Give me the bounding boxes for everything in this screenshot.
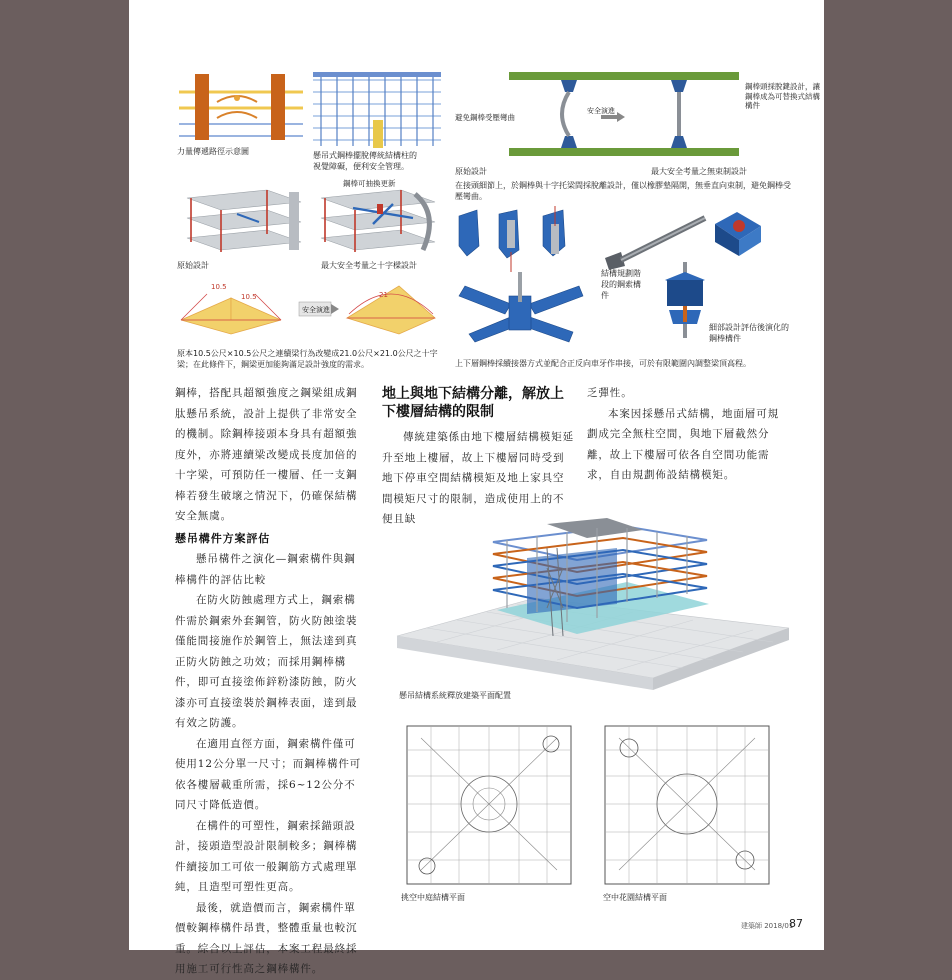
force-path-diagram [177, 72, 305, 142]
label-rod-joint-note: 鋼棒頭採脫鍵設計，讓鋼棒成為可替換式結構構件 [745, 82, 820, 110]
original-design-3d [177, 184, 305, 256]
label-21: 21 [379, 291, 388, 299]
label-safety-demo-2: 安全演進 [587, 107, 615, 115]
col1-para4: 在適用直徑方面，鋼索構件僅可使用12公分單一尺寸；而鋼棒構件可依各樓層載重所需，採6~12公分不同尺寸降低造價。 [175, 737, 362, 811]
col1-para5: 在構件的可塑性，鋼索採錨頭設計，接頭造型設計限制較多；鋼棒構件續接加工可依一般鋼筋方式處理單純，且造型可塑性更高。 [175, 819, 358, 893]
cable-anchor-3d [709, 204, 767, 260]
col2-heading: 地上與地下結構分離，解放上下樓層結構的限制 [382, 386, 564, 420]
steel-rod-member-3d [655, 262, 715, 338]
column-1 [175, 383, 365, 980]
caption-force-path: 力量傳遞路徑示意圖 [177, 147, 249, 156]
caption-original-design-2: 原始設計 [455, 167, 487, 176]
label-10-5-a: 10.5 [211, 283, 227, 291]
col3-para2: 本案因採懸吊式結構，地面層可規劃成完全無柱空間，與地下層截然分離，故上下樓層可依各自空間功能需求，自由規劃佈設結構模矩。 [587, 407, 779, 481]
caption-detail-members: 細部設計評估後演化的鋼棒構件 [709, 323, 789, 343]
label-10-5-b: 10.5 [241, 293, 257, 301]
col1-para2: 懸吊構件之演化—鋼索構件與鋼棒構件的評估比較 [175, 553, 356, 586]
col1-para3: 在防火防蝕處理方式上，鋼索構件需於鋼索外套鋼管，防火防蝕塗裝僅能間接施作於鋼管上，無法達到真正防火防蝕之功效；而採用鋼棒構件，即可直接塗佈鋅粉漆防蝕，防火漆亦可直接塗裝於鋼棒表面，達到最有效之防護。 [175, 594, 358, 729]
page-number: 87 [789, 917, 803, 930]
cross-beam-3d [313, 184, 443, 256]
caption-floor-connect: 上下層鋼棒採續接器方式並配合正反向車牙作串接，可於有限範圍內調整梁頂高程。 [455, 359, 751, 368]
caption-atrium-plan: 挑空中庭結構平面 [401, 893, 465, 902]
caption-no-constraint: 最大安全考量之無束制設計 [651, 167, 747, 176]
hanging-structure-3d [397, 518, 789, 690]
label-safety-demo-1: 安全演進 [302, 306, 330, 314]
label-steel-bend-avoid: 避免鋼棒受壓彎曲 [455, 113, 515, 122]
caption-garden-plan: 空中花園結構平面 [603, 893, 667, 902]
col1-para1: 鋼棒，搭配具超額強度之鋼梁組成鋼肽懸吊系統，設計上提供了非常安全的機制。除鋼棒接頭本身具有超額強度外，亦將連續梁改變成長度加倍的十字梁，可預防任一樓層、任一支鋼棒若發生破壞之情況下，仍確保結構安全無虞。 [175, 387, 358, 522]
caption-joint-desc: 在接頭細節上，於鋼棒與十字托梁間採脫離設計，僅以橡膠墊隔開，無垂直向束制，避免鋼棒受壓彎曲。 [455, 181, 791, 201]
caption-original-design: 原始設計 [177, 261, 209, 270]
caption-hanging-steel: 懸吊式鋼棒擺脫傳統結構柱的視覺障礙，便利安全管理。 [313, 151, 417, 171]
hanging-steel-elevation [313, 70, 441, 148]
magazine-folio: 建築師 2018/01 [741, 922, 794, 930]
col2-para1: 傳統建築係由地下樓層結構模矩延升至地上樓層，故上下樓層同時受到地下停車空間結構模矩及地上家具空間模矩尺寸的限制，造成使用上的不便且缺 [382, 431, 574, 525]
column-3 [587, 383, 781, 486]
joint-detail-images [455, 206, 579, 276]
garden-structure-plan [599, 720, 777, 890]
col1-para6: 最後，就造價而言，鋼索構件單價較鋼棒構件昂貴，整體重量也較沉重。綜合以上評估，本案工程最終採用施工可行性高之鋼棒構件。 [175, 901, 358, 975]
atrium-structure-plan [401, 720, 579, 890]
col1-heading: 懸吊構件方案評估 [175, 531, 271, 545]
col3-para1: 乏彈性。 [587, 387, 633, 399]
no-constraint-joint-diagram [619, 66, 739, 162]
cross-joint-3d [455, 270, 585, 346]
label-steel-rod-replace: 鋼棒可抽換更新 [343, 179, 396, 188]
caption-hanging-layout: 懸吊結構系統釋放建築平面配置 [399, 691, 511, 700]
magazine-page [129, 0, 824, 975]
caption-span-note: 原本10.5公尺×10.5公尺之連續梁行為改變成21.0公尺×21.0公尺之十字梁；在此條件下，鋼梁更加能夠滿足設計強度的需求。 [177, 349, 438, 369]
column-2 [382, 385, 574, 530]
caption-cable-members: 結構規劃階段的鋼索構件 [601, 269, 641, 300]
caption-max-safety-cross: 最大安全考量之十字樑設計 [321, 261, 417, 270]
